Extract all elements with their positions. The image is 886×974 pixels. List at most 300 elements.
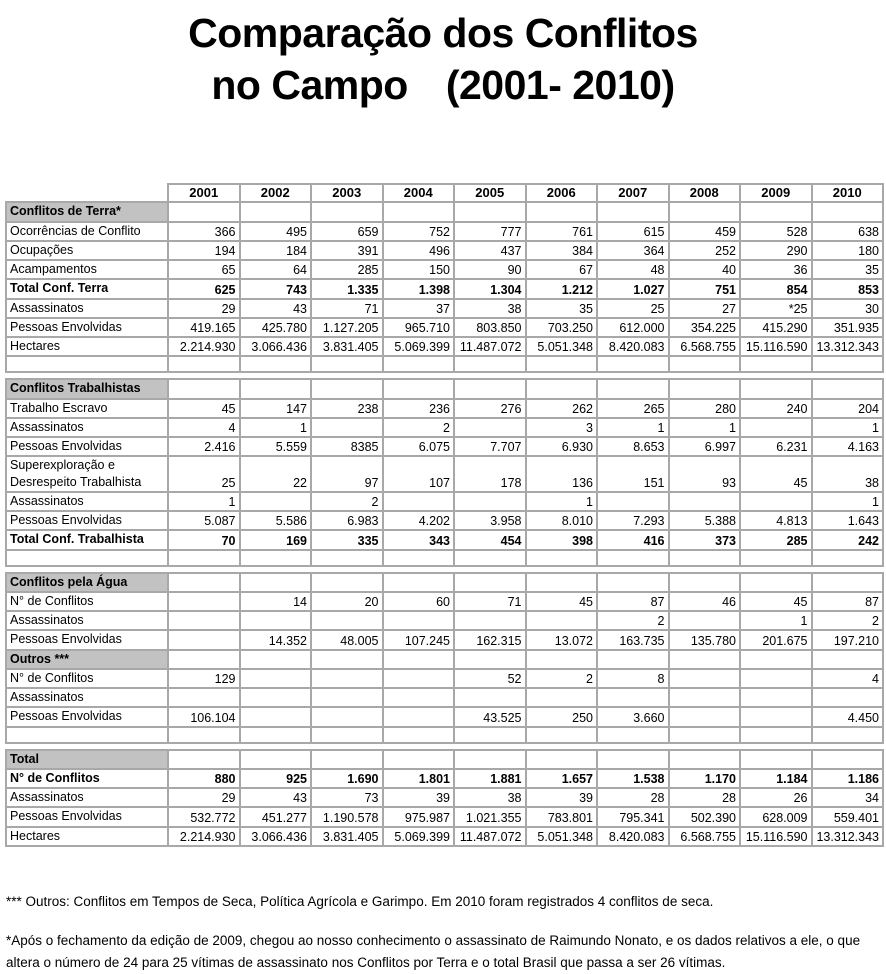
value-cell <box>168 630 240 649</box>
value-cell <box>526 750 598 769</box>
value-cell <box>383 492 455 511</box>
value-cell: 129 <box>168 669 240 688</box>
value-cell <box>526 550 598 566</box>
value-cell: 90 <box>454 260 526 279</box>
value-cell: 1.212 <box>526 279 598 298</box>
value-cell: 1.335 <box>311 279 383 298</box>
spacer-row <box>6 550 883 566</box>
value-cell <box>168 356 240 372</box>
value-cell <box>740 750 812 769</box>
year-header: 2006 <box>526 184 598 202</box>
row-label <box>6 550 168 566</box>
value-cell: 1.538 <box>597 769 669 788</box>
row-label: Hectares <box>6 827 168 846</box>
value-cell: 25 <box>597 299 669 318</box>
value-cell: 415.290 <box>740 318 812 337</box>
value-cell <box>454 611 526 630</box>
table-row <box>6 492 883 511</box>
table-row <box>6 260 883 279</box>
row-label: Pessoas Envolvidas <box>6 630 168 649</box>
value-cell: 2.214.930 <box>168 827 240 846</box>
value-cell: 8385 <box>311 437 383 456</box>
value-cell: 925 <box>240 769 312 788</box>
table-row <box>6 318 883 337</box>
value-cell: 45 <box>168 399 240 418</box>
value-cell <box>240 379 312 398</box>
value-cell: 625 <box>168 279 240 298</box>
value-cell: 45 <box>526 592 598 611</box>
value-cell: 6.231 <box>740 437 812 456</box>
value-cell: 4.450 <box>812 707 884 726</box>
value-cell: 6.075 <box>383 437 455 456</box>
value-cell: 751 <box>669 279 741 298</box>
value-cell: 285 <box>311 260 383 279</box>
value-cell: 13.312.343 <box>812 827 884 846</box>
value-cell: 265 <box>597 399 669 418</box>
row-label: Ocorrências de Conflito <box>6 222 168 241</box>
footnotes <box>6 891 878 974</box>
value-cell: 2 <box>383 418 455 437</box>
value-cell <box>597 202 669 221</box>
value-cell: 1 <box>740 611 812 630</box>
value-cell: 6.568.755 <box>669 337 741 356</box>
value-cell: 5.051.348 <box>526 337 598 356</box>
value-cell <box>669 492 741 511</box>
value-cell <box>669 669 741 688</box>
value-cell <box>168 727 240 743</box>
value-cell: 3.958 <box>454 511 526 530</box>
value-cell <box>597 573 669 592</box>
value-cell: 178 <box>454 456 526 492</box>
table-row <box>6 592 883 611</box>
section-row <box>6 573 883 592</box>
value-cell: 40 <box>669 260 741 279</box>
value-cell: 14 <box>240 592 312 611</box>
value-cell: 93 <box>669 456 741 492</box>
row-label: Assassinatos <box>6 299 168 318</box>
value-cell <box>168 592 240 611</box>
table-row <box>6 707 883 726</box>
value-cell: 612.000 <box>597 318 669 337</box>
spacer-row <box>6 727 883 743</box>
value-cell <box>311 727 383 743</box>
value-cell: 35 <box>526 299 598 318</box>
value-cell: 7.707 <box>454 437 526 456</box>
value-cell <box>240 611 312 630</box>
year-header: 2010 <box>812 184 884 202</box>
value-cell: *25 <box>740 299 812 318</box>
table-row <box>6 337 883 356</box>
value-cell <box>454 650 526 669</box>
value-cell <box>168 688 240 707</box>
value-cell <box>740 202 812 221</box>
value-cell: 8.420.083 <box>597 827 669 846</box>
value-cell <box>311 356 383 372</box>
value-cell <box>526 727 598 743</box>
value-cell: 1 <box>669 418 741 437</box>
value-cell: 1.398 <box>383 279 455 298</box>
table-row <box>6 669 883 688</box>
year-header: 2002 <box>240 184 312 202</box>
value-cell <box>812 550 884 566</box>
row-label: Total Conf. Terra <box>6 279 168 298</box>
value-cell <box>311 750 383 769</box>
value-cell: 67 <box>526 260 598 279</box>
year-header: 2008 <box>669 184 741 202</box>
value-cell <box>812 379 884 398</box>
value-cell <box>669 573 741 592</box>
year-header: 2009 <box>740 184 812 202</box>
value-cell: 854 <box>740 279 812 298</box>
value-cell <box>383 611 455 630</box>
value-cell: 398 <box>526 530 598 549</box>
value-cell <box>669 202 741 221</box>
value-cell <box>311 688 383 707</box>
value-cell <box>311 202 383 221</box>
value-cell: 2.416 <box>168 437 240 456</box>
value-cell <box>311 550 383 566</box>
row-label: Assassinatos <box>6 611 168 630</box>
value-cell: 5.087 <box>168 511 240 530</box>
row-label: N° de Conflitos <box>6 669 168 688</box>
value-cell <box>383 707 455 726</box>
value-cell: 6.568.755 <box>669 827 741 846</box>
section-label: Conflitos de Terra* <box>6 202 168 221</box>
value-cell: 184 <box>240 241 312 260</box>
value-cell <box>597 492 669 511</box>
value-cell: 11.487.072 <box>454 827 526 846</box>
value-cell <box>454 688 526 707</box>
value-cell <box>812 688 884 707</box>
value-cell: 8.010 <box>526 511 598 530</box>
value-cell <box>526 202 598 221</box>
value-cell: 194 <box>168 241 240 260</box>
value-cell <box>454 492 526 511</box>
value-cell: 27 <box>669 299 741 318</box>
value-cell: 451.277 <box>240 807 312 826</box>
value-cell <box>454 573 526 592</box>
value-cell: 29 <box>168 788 240 807</box>
value-cell <box>597 688 669 707</box>
value-cell: 11.487.072 <box>454 337 526 356</box>
value-cell <box>597 650 669 669</box>
value-cell: 28 <box>669 788 741 807</box>
value-cell: 45 <box>740 592 812 611</box>
value-cell: 204 <box>812 399 884 418</box>
value-cell: 87 <box>597 592 669 611</box>
value-cell: 335 <box>311 530 383 549</box>
value-cell <box>669 750 741 769</box>
value-cell <box>168 202 240 221</box>
year-header: 2004 <box>383 184 455 202</box>
year-header: 2003 <box>311 184 383 202</box>
value-cell: 1.690 <box>311 769 383 788</box>
value-cell <box>454 379 526 398</box>
row-label: Ocupações <box>6 241 168 260</box>
value-cell: 638 <box>812 222 884 241</box>
value-cell: 1.127.205 <box>311 318 383 337</box>
footnote-assassinato: *Após o fechamento da edição de 2009, chegou ao nosso conhecimento o assassinato de Raimundo Nonato, e os dados relativos a ele, o que altera o número de 24 para 25 vítimas de assassinato nos Conflitos por Terra e o total Brasil que passa a ser 26 vítimas. <box>6 933 861 970</box>
value-cell: 13.312.343 <box>812 337 884 356</box>
footnote-outros: *** Outros: Conflitos em Tempos de Seca, Política Agrícola e Garimpo. Em 2010 foram registrados 4 conflitos de seca. <box>6 893 714 909</box>
value-cell <box>740 492 812 511</box>
value-cell <box>812 573 884 592</box>
value-cell: 343 <box>383 530 455 549</box>
value-cell: 1.027 <box>597 279 669 298</box>
value-cell <box>812 650 884 669</box>
value-cell: 528 <box>740 222 812 241</box>
page-title <box>0 8 886 111</box>
value-cell: 853 <box>812 279 884 298</box>
value-cell: 34 <box>812 788 884 807</box>
title-line-1: Comparação dos Conflitos <box>188 10 698 56</box>
value-cell <box>526 356 598 372</box>
value-cell: 290 <box>740 241 812 260</box>
value-cell <box>740 727 812 743</box>
value-cell: 35 <box>812 260 884 279</box>
value-cell <box>383 688 455 707</box>
value-cell: 5.051.348 <box>526 827 598 846</box>
value-cell: 285 <box>740 530 812 549</box>
value-cell: 5.388 <box>669 511 741 530</box>
year-header-row <box>6 184 883 202</box>
value-cell <box>240 202 312 221</box>
value-cell <box>240 727 312 743</box>
value-cell: 2 <box>526 669 598 688</box>
value-cell: 437 <box>454 241 526 260</box>
value-cell: 1.021.355 <box>454 807 526 826</box>
section-label: Conflitos pela Água <box>6 573 168 592</box>
value-cell: 250 <box>526 707 598 726</box>
value-cell <box>240 750 312 769</box>
value-cell: 236 <box>383 399 455 418</box>
value-cell <box>526 379 598 398</box>
value-cell: 43 <box>240 788 312 807</box>
value-cell: 965.710 <box>383 318 455 337</box>
value-cell <box>669 688 741 707</box>
row-label: Assassinatos <box>6 418 168 437</box>
spacer-row <box>6 356 883 372</box>
value-cell: 30 <box>812 299 884 318</box>
value-cell: 71 <box>454 592 526 611</box>
table-row <box>6 279 883 298</box>
value-cell <box>526 611 598 630</box>
value-cell: 240 <box>740 399 812 418</box>
value-cell: 351.935 <box>812 318 884 337</box>
value-cell: 495 <box>240 222 312 241</box>
value-cell <box>597 550 669 566</box>
value-cell: 64 <box>240 260 312 279</box>
value-cell: 5.559 <box>240 437 312 456</box>
row-label: Hectares <box>6 337 168 356</box>
value-cell <box>740 573 812 592</box>
value-cell <box>454 418 526 437</box>
value-cell: 107.245 <box>383 630 455 649</box>
value-cell: 752 <box>383 222 455 241</box>
value-cell: 2 <box>597 611 669 630</box>
value-cell <box>240 573 312 592</box>
value-cell: 14.352 <box>240 630 312 649</box>
value-cell: 1.304 <box>454 279 526 298</box>
section-row <box>6 650 883 669</box>
value-cell: 15.116.590 <box>740 337 812 356</box>
value-cell <box>669 550 741 566</box>
value-cell: 197.210 <box>812 630 884 649</box>
value-cell: 1.657 <box>526 769 598 788</box>
row-label: N° de Conflitos <box>6 592 168 611</box>
value-cell: 761 <box>526 222 598 241</box>
row-label: Total Conf. Trabalhista <box>6 530 168 549</box>
value-cell <box>383 727 455 743</box>
value-cell: 628.009 <box>740 807 812 826</box>
table-row <box>6 788 883 807</box>
value-cell: 71 <box>311 299 383 318</box>
value-cell: 20 <box>311 592 383 611</box>
value-cell: 39 <box>383 788 455 807</box>
value-cell: 373 <box>669 530 741 549</box>
value-cell: 38 <box>812 456 884 492</box>
value-cell: 559.401 <box>812 807 884 826</box>
section-row <box>6 750 883 769</box>
section-label: Outros *** <box>6 650 168 669</box>
table-block-3 <box>5 572 884 744</box>
value-cell <box>740 356 812 372</box>
value-cell: 52 <box>454 669 526 688</box>
value-cell <box>454 356 526 372</box>
value-cell: 6.930 <box>526 437 598 456</box>
value-cell <box>240 650 312 669</box>
value-cell <box>669 611 741 630</box>
value-cell: 777 <box>454 222 526 241</box>
value-cell <box>311 379 383 398</box>
value-cell: 7.293 <box>597 511 669 530</box>
value-cell <box>526 688 598 707</box>
value-cell: 46 <box>669 592 741 611</box>
value-cell <box>597 750 669 769</box>
value-cell: 391 <box>311 241 383 260</box>
value-cell: 3.831.405 <box>311 827 383 846</box>
value-cell: 1.881 <box>454 769 526 788</box>
value-cell: 1.643 <box>812 511 884 530</box>
value-cell: 65 <box>168 260 240 279</box>
value-cell: 147 <box>240 399 312 418</box>
section-label: Conflitos Trabalhistas <box>6 379 168 398</box>
row-label: Pessoas Envolvidas <box>6 707 168 726</box>
table-row <box>6 241 883 260</box>
value-cell: 169 <box>240 530 312 549</box>
table-row <box>6 399 883 418</box>
value-cell: 38 <box>454 299 526 318</box>
value-cell <box>669 650 741 669</box>
value-cell: 162.315 <box>454 630 526 649</box>
value-cell: 2 <box>812 611 884 630</box>
value-cell: 975.987 <box>383 807 455 826</box>
table-block-1 <box>5 183 884 373</box>
value-cell: 364 <box>597 241 669 260</box>
value-cell: 8.653 <box>597 437 669 456</box>
value-cell <box>240 492 312 511</box>
value-cell: 4 <box>168 418 240 437</box>
value-cell: 262 <box>526 399 598 418</box>
table-block-4 <box>5 749 884 847</box>
value-cell: 1.170 <box>669 769 741 788</box>
value-cell: 1.184 <box>740 769 812 788</box>
value-cell: 416 <box>597 530 669 549</box>
table-row <box>6 437 883 456</box>
table-row <box>6 456 883 492</box>
value-cell: 783.801 <box>526 807 598 826</box>
row-label: Assassinatos <box>6 492 168 511</box>
section-row <box>6 379 883 398</box>
value-cell: 496 <box>383 241 455 260</box>
value-cell: 384 <box>526 241 598 260</box>
value-cell: 6.983 <box>311 511 383 530</box>
value-cell: 4 <box>812 669 884 688</box>
value-cell <box>812 356 884 372</box>
value-cell: 97 <box>311 456 383 492</box>
value-cell: 1 <box>526 492 598 511</box>
value-cell: 28 <box>597 788 669 807</box>
value-cell <box>383 650 455 669</box>
table-row <box>6 827 883 846</box>
value-cell: 45 <box>740 456 812 492</box>
value-cell: 5.069.399 <box>383 827 455 846</box>
row-label: Acampamentos <box>6 260 168 279</box>
value-cell <box>740 650 812 669</box>
value-cell <box>812 202 884 221</box>
row-label: Assassinatos <box>6 788 168 807</box>
value-cell <box>454 727 526 743</box>
value-cell: 15.116.590 <box>740 827 812 846</box>
value-cell: 3.660 <box>597 707 669 726</box>
value-cell <box>597 727 669 743</box>
value-cell: 5.586 <box>240 511 312 530</box>
value-cell: 151 <box>597 456 669 492</box>
value-cell <box>168 611 240 630</box>
value-cell: 276 <box>454 399 526 418</box>
value-cell: 180 <box>812 241 884 260</box>
value-cell: 60 <box>383 592 455 611</box>
value-cell: 659 <box>311 222 383 241</box>
value-cell: 366 <box>168 222 240 241</box>
value-cell: 4.813 <box>740 511 812 530</box>
row-label: Assassinatos <box>6 688 168 707</box>
value-cell <box>597 356 669 372</box>
value-cell: 22 <box>240 456 312 492</box>
value-cell <box>526 650 598 669</box>
value-cell: 803.850 <box>454 318 526 337</box>
value-cell: 795.341 <box>597 807 669 826</box>
value-cell <box>383 356 455 372</box>
value-cell: 354.225 <box>669 318 741 337</box>
title-line-2-left: no Campo <box>211 61 408 108</box>
value-cell <box>168 573 240 592</box>
value-cell: 136 <box>526 456 598 492</box>
value-cell: 48.005 <box>311 630 383 649</box>
value-cell: 1 <box>240 418 312 437</box>
row-label <box>6 356 168 372</box>
value-cell <box>311 669 383 688</box>
value-cell: 107 <box>383 456 455 492</box>
value-cell <box>383 669 455 688</box>
value-cell: 1 <box>168 492 240 511</box>
value-cell: 4.163 <box>812 437 884 456</box>
value-cell: 280 <box>669 399 741 418</box>
value-cell <box>740 688 812 707</box>
year-header: 2007 <box>597 184 669 202</box>
table-row <box>6 630 883 649</box>
value-cell: 8.420.083 <box>597 337 669 356</box>
